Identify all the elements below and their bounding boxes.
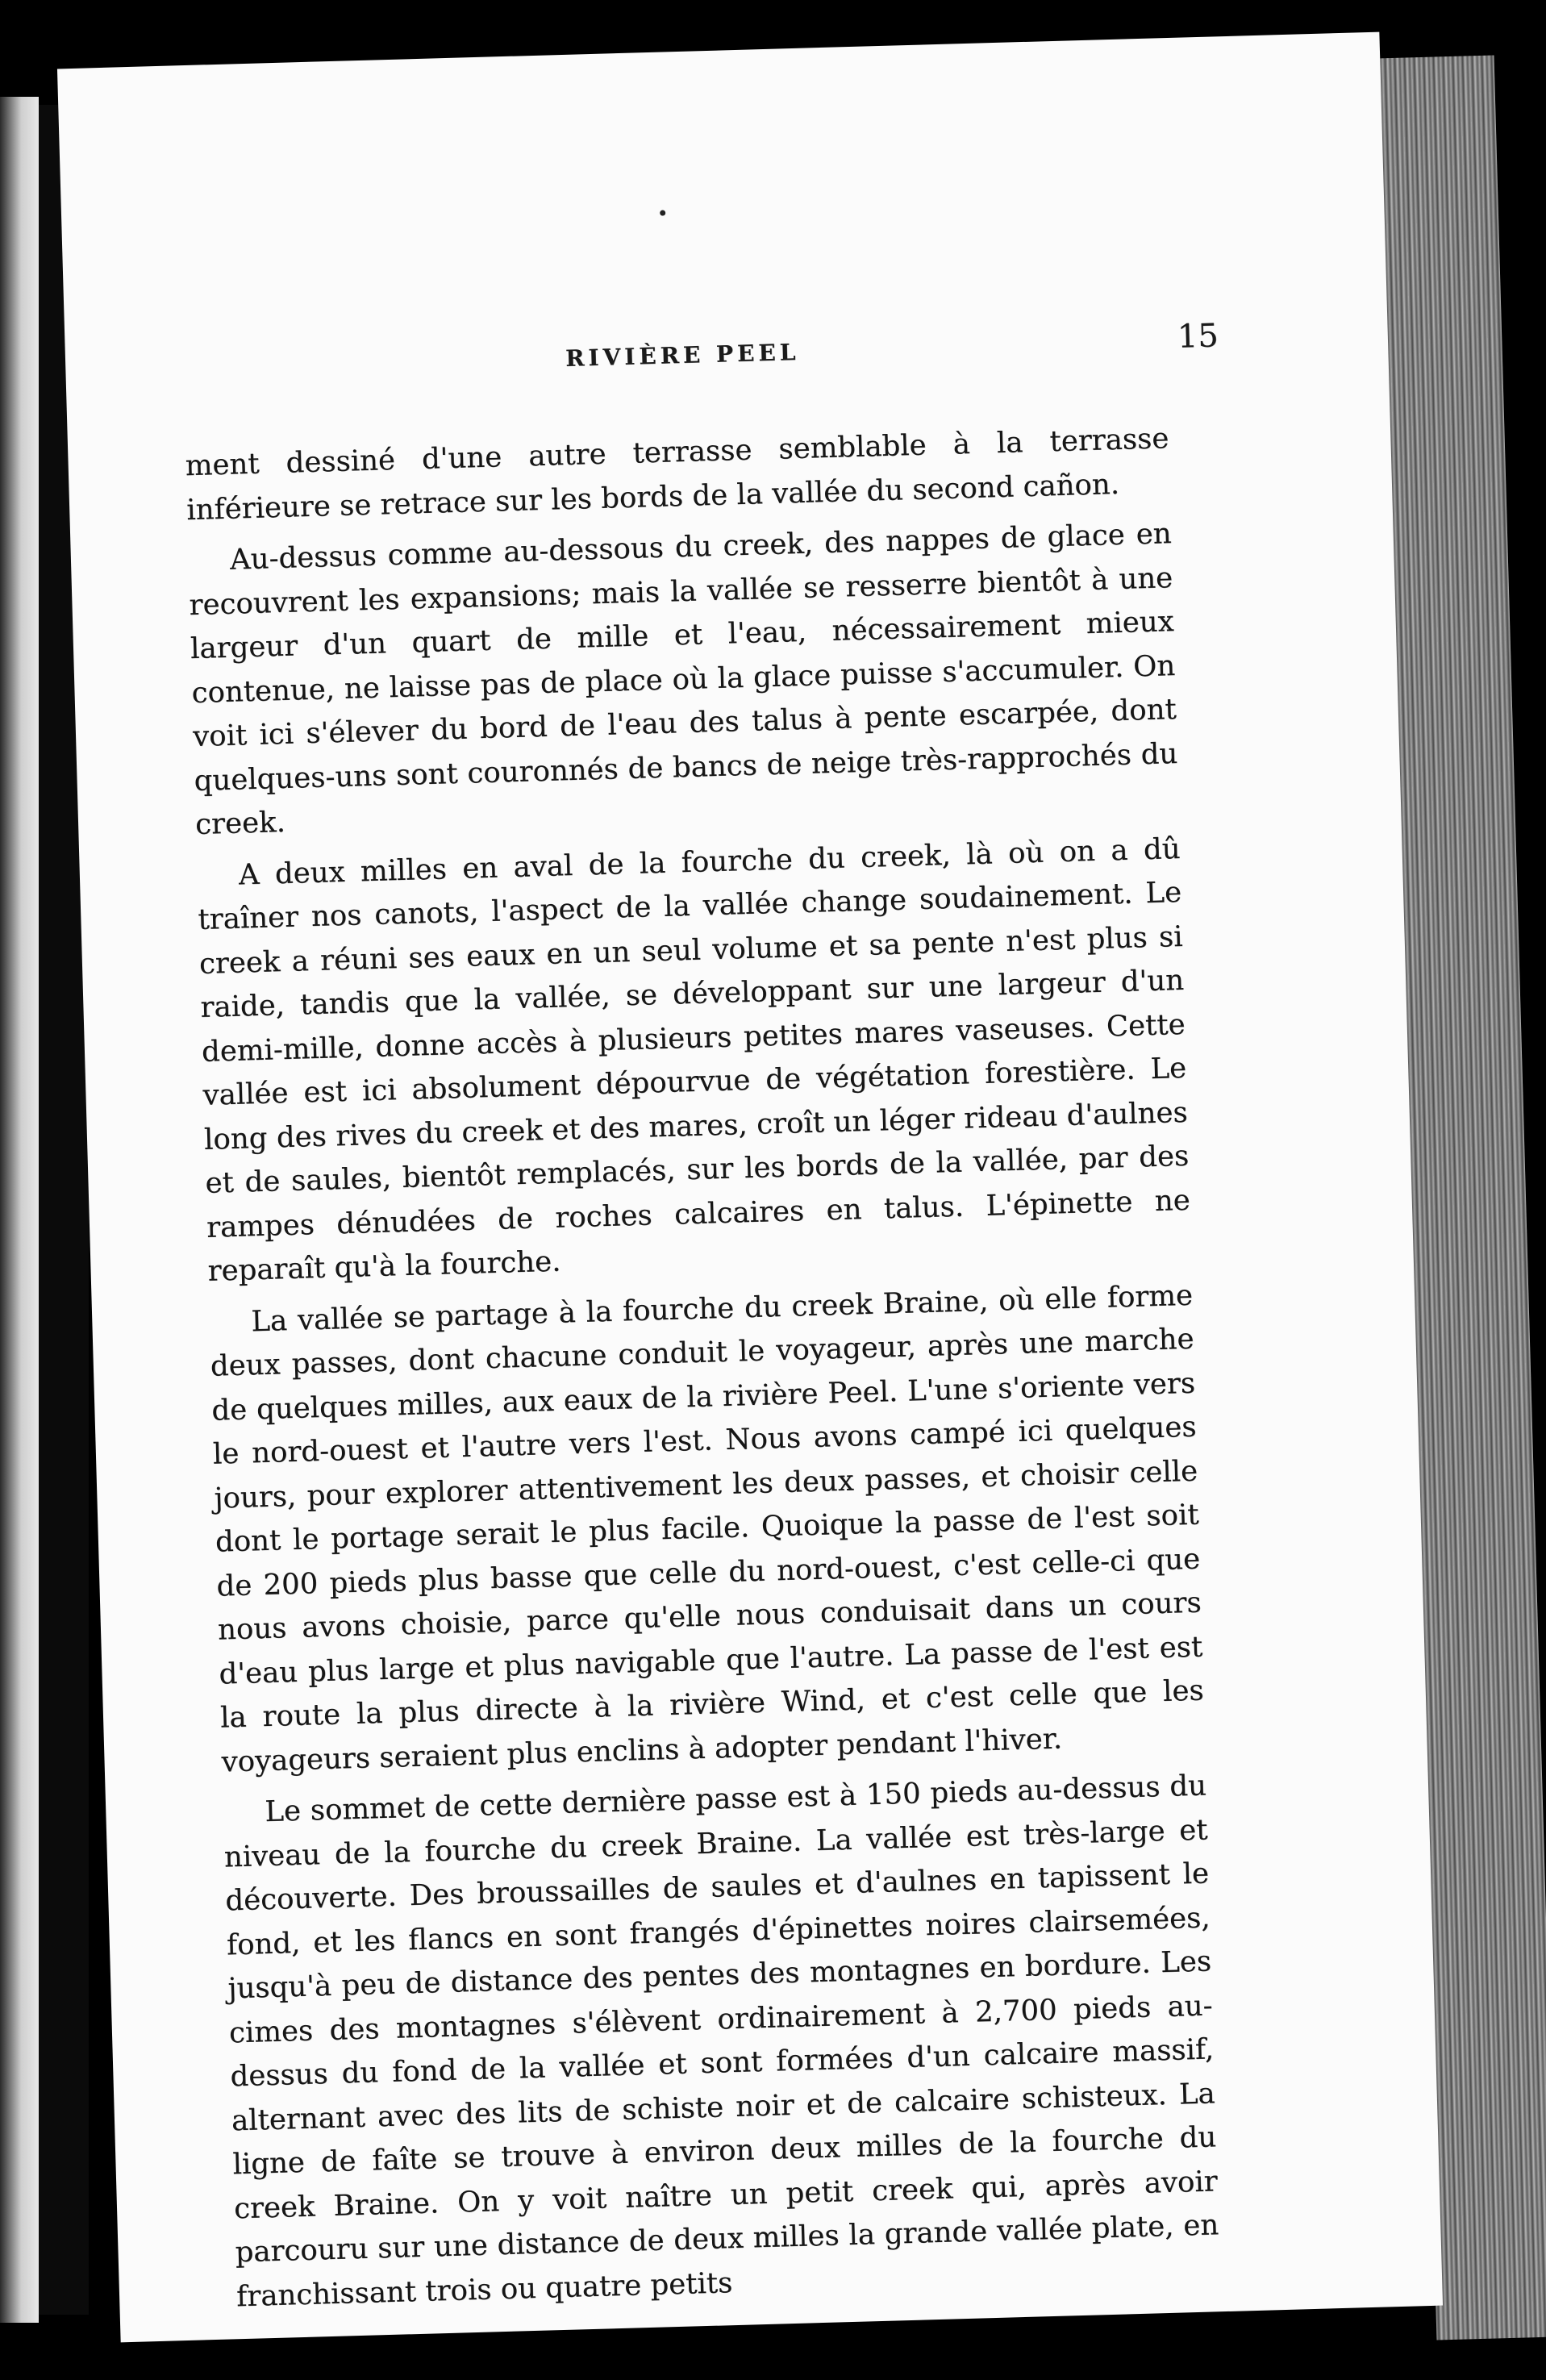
paragraph: La vallée se partage à la fourche du creek Braine, où elle forme deux passes, dont chacune conduit le voyageur, après une marche de quelques milles, aux eaux de la rivière Peel. L'une s'oriente vers le nord-ouest et l'autre vers l'est. Nous avons campé ici quelques jours, pour explorer attentivement les deux passes, et choisir celle dont le portage serait le plus facile. Quoique la passe de l'est soit de 200 pieds plus basse que celle du nord-ouest, c'est celle-ci que nous avons choisie, parce qu'elle nous conduisait dans un cours d'eau plus large et plus navigable que l'autre. La passe de l'est est la route la plus directe à la rivière Wind, et c'est celle que les voyageurs seraient plus enclins à adopter pendant l'hiver. [210,1278,1205,1779]
paragraph-continuation: ment dessiné d'une autre terrasse semblable à la terrasse inférieure se retrace sur les bords de la vallée du second cañon. [185,422,1169,527]
running-title: RIVIÈRE PEEL [565,338,800,372]
book-page [57,32,1443,2343]
page-number: 15 [1177,317,1219,356]
body-text [185,417,1221,2326]
previous-page-edge [0,97,39,2323]
ink-speck [660,210,665,215]
paragraph: Le sommet de cette dernière passe est à 150 pieds au-dessus du niveau de la fourche du creek Braine. La vallée est très-large et découverte. Des broussailles de saules et d'aulnes en tapissent le fond, et les flancs en sont frangés d'épinettes noires clairsemées, jusqu'à peu de distance des pentes des montagnes en bordure. Les cimes des montagnes s'élèvent ordinairement à 2,700 pieds au-dessus du fond de la vallée et sont formées d'un calcaire massif, alternant avec des lits de schiste noir et de calcaire schisteux. La ligne de faîte se trouve à environ deux milles de la fourche du creek Braine. On y voit naître un petit creek qui, après avoir parcouru sur une distance de deux milles la grande vallée plate, en franchissant trois ou quatre petits [223,1769,1219,2313]
paragraph: Au-dessus comme au-dessous du creek, des nappes de glace en recouvrent les expansions; mais la vallée se resserre bientôt à une largeur d'un quart de mille et l'eau, nécessairement mieux contenue, ne laisse pas de place où la glace puisse s'accumuler. On voit ici s'élever du bord de l'eau des talus à pente escarpée, dont quelques-uns sont couronnés de bancs de neige très-rapprochés du creek. [189,517,1178,842]
page-header [210,317,1219,403]
paragraph: A deux milles en aval de la fourche du creek, là où on a dû traîner nos canots, l'aspect de la vallée change soudainement. Le creek a réuni ses eaux en un seul volume et sa pente n'est plus si raide, tandis que la vallée, se développant sur une largeur d'un demi-mille, donne accès à plusieurs petites mares vaseuses. Cette vallée est ici absolument dépourvue de végétation forestière. Le long des rives du creek et des mares, croît un léger rideau d'aulnes et de saules, bientôt remplacés, sur les bords de la vallée, par des rampes dénudées de roches calcaires en talus. L'épinette ne reparaît qu'à la fourche. [197,832,1191,1288]
